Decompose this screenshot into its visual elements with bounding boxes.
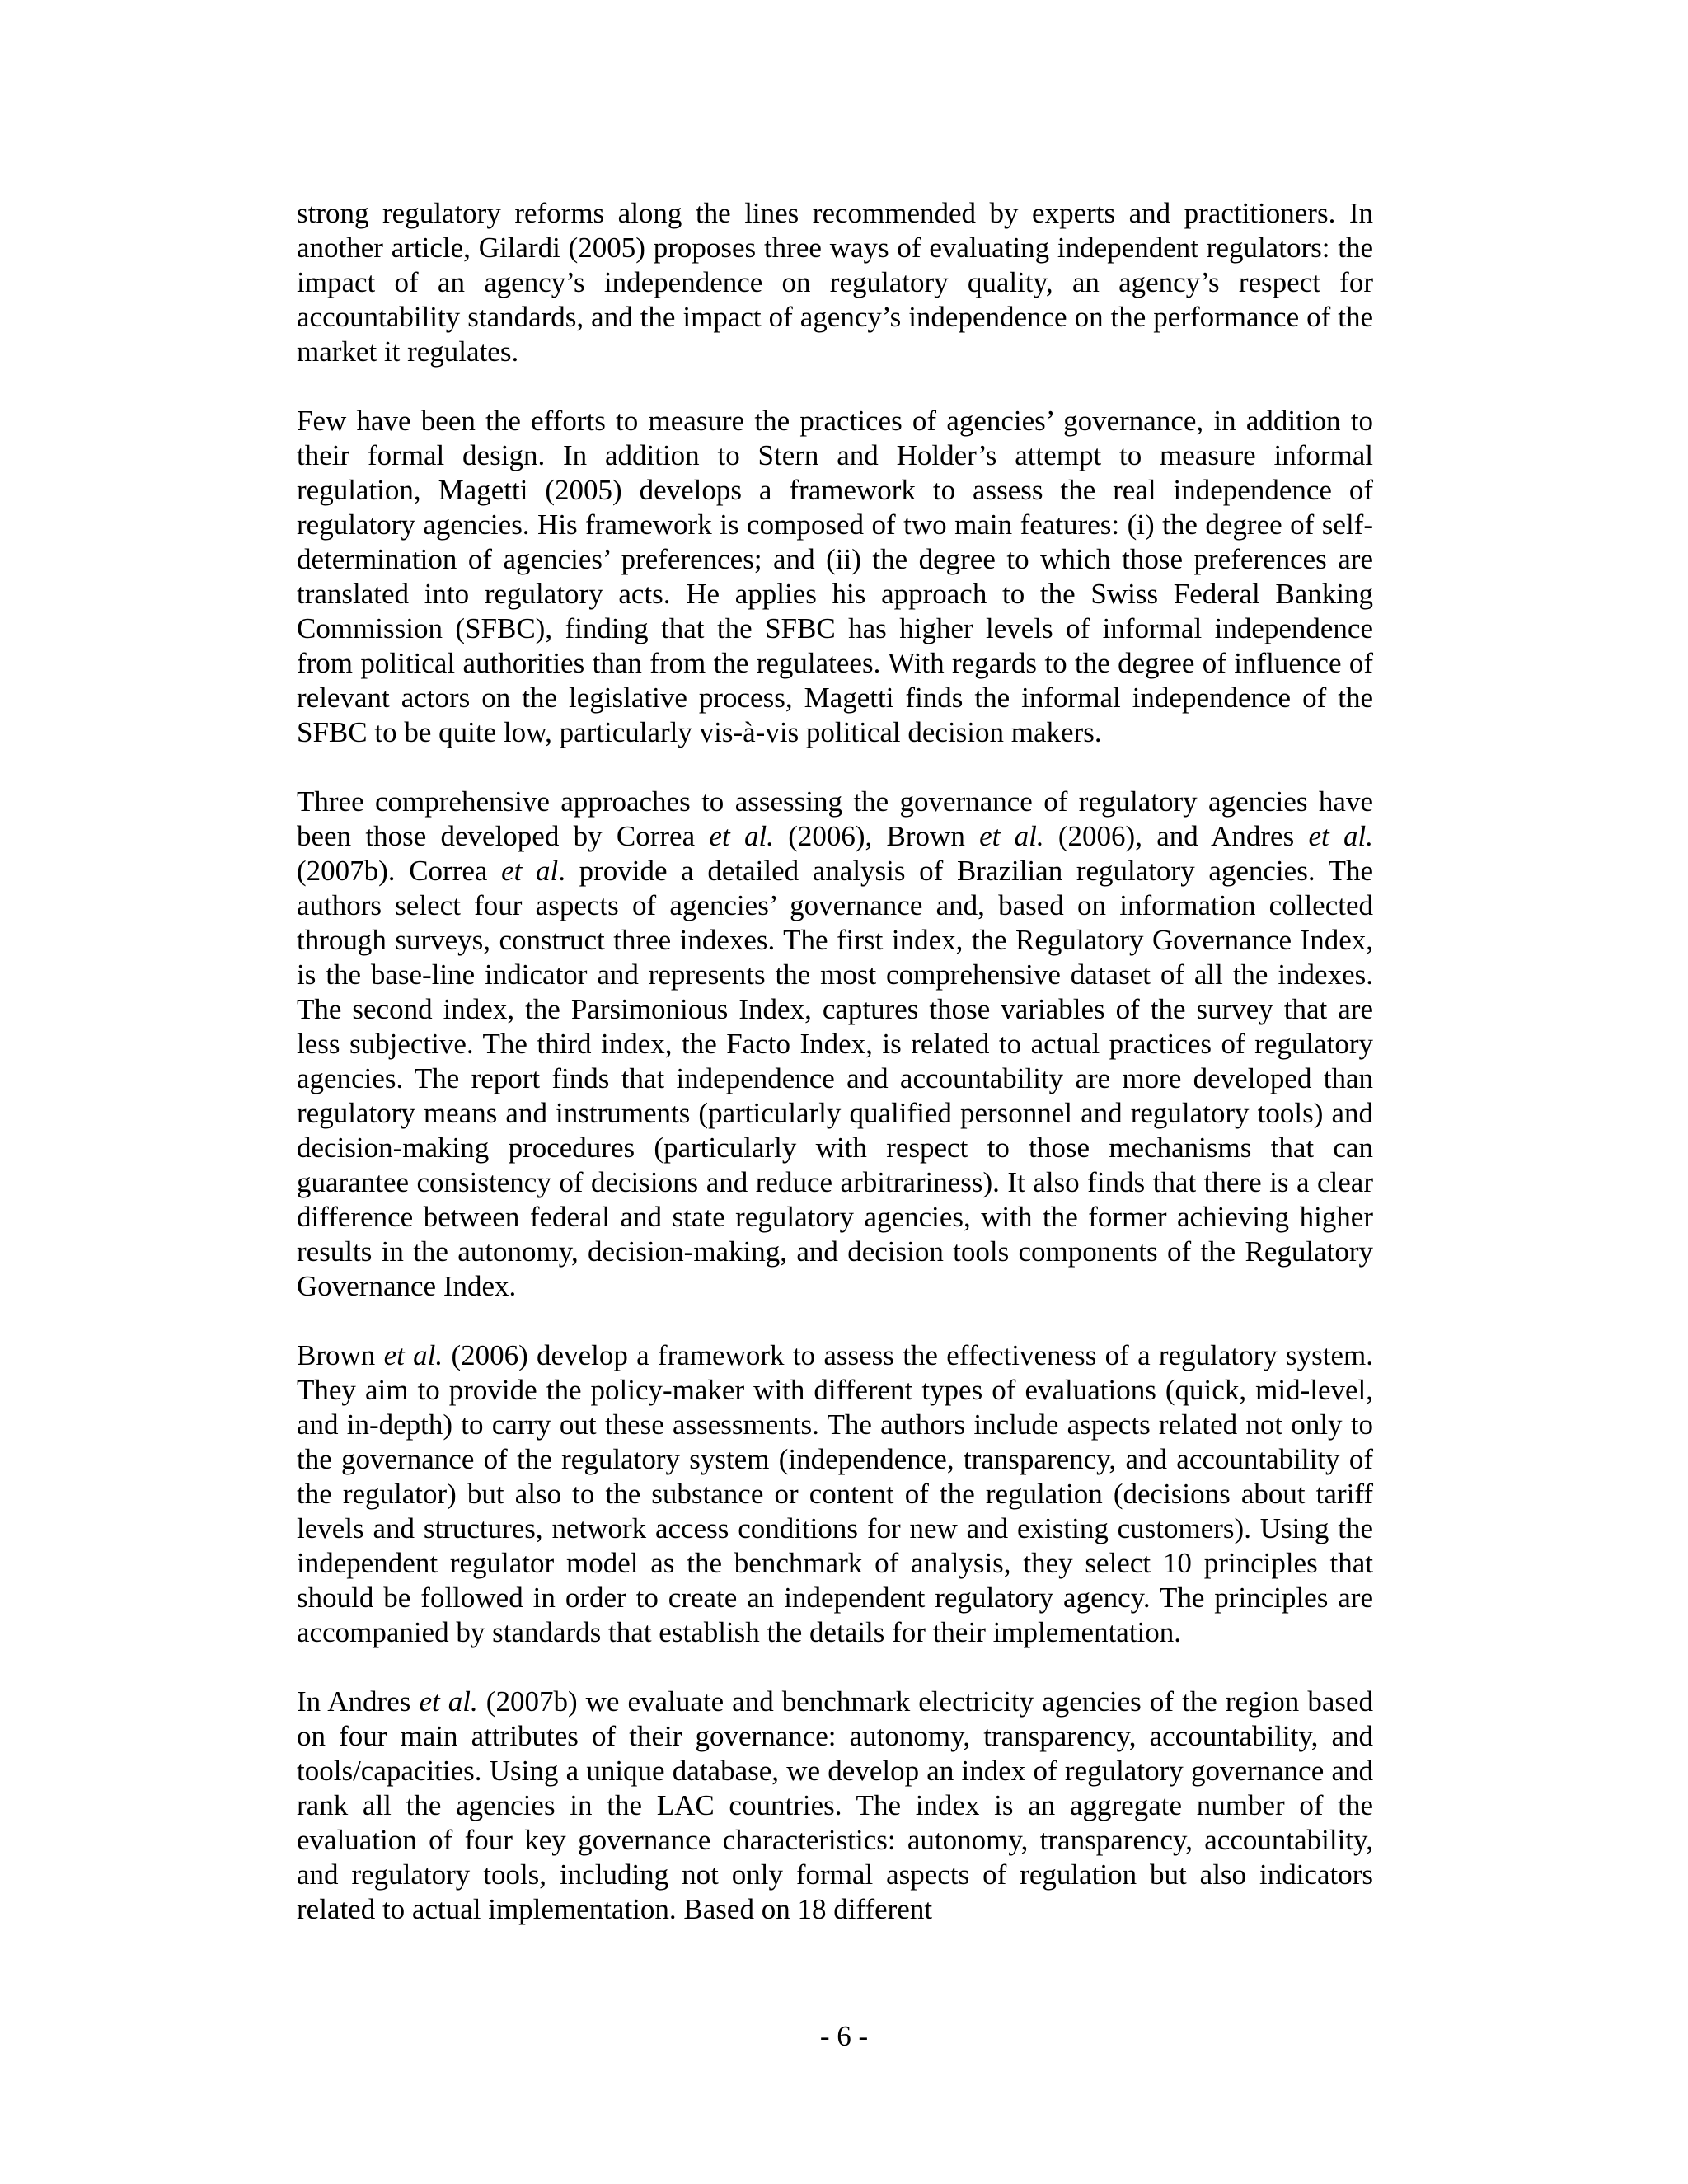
paragraph-4 bbox=[297, 1338, 1373, 1650]
italic-text: et al bbox=[501, 855, 559, 887]
text-run: (2007b). Correa bbox=[297, 855, 502, 887]
text-run: . provide a detailed analysis of Brazilian regulatory agencies. The authors select four aspects of agencies’ governance and, based on information collected through surveys, construct three indexes. The first index, the Regulatory Governance Index, is the base-line indicator and represents the most comprehensive dataset of all the indexes. The second index, the Parsimonious Index, captures those variables of the survey that are less subjective. The third index, the Facto Index, is related to actual practices of regulatory agencies. The report finds that independence and accountability are more developed than regulatory means and instruments (particularly qualified personnel and regulatory tools) and decision-making procedures (particularly with respect to those mechanisms that can guarantee consistency of decisions and reduce arbitrariness). It also finds that there is a clear difference between federal and state regulatory agencies, with the former achieving higher results in the autonomy, decision-making, and decision tools components of the Regulatory Governance Index. bbox=[297, 855, 1373, 1302]
paragraph-2 bbox=[297, 404, 1373, 750]
italic-text: et al. bbox=[419, 1685, 478, 1718]
text-run: Brown bbox=[297, 1339, 384, 1371]
text-run: (2007b) we evaluate and benchmark electricity agencies of the region based on four main attributes of their governance: autonomy, transparency, accountability, and tools/capacities. Using a unique database, we develop an index of regulatory governance and rank all the agencies in the LAC countries. The index is an aggregate number of the evaluation of four key governance characteristics: autonomy, transparency, accountability, and regulatory tools, including not only formal aspects of regulation but also indicators related to actual implementation. Based on 18 different bbox=[297, 1685, 1374, 1925]
text-run: (2006), Brown bbox=[773, 820, 980, 852]
paragraph-3 bbox=[297, 785, 1373, 1304]
italic-text: et al. bbox=[383, 1339, 443, 1371]
paragraph-1 bbox=[297, 196, 1373, 369]
text-run: In Andres bbox=[297, 1685, 420, 1718]
paragraph-5 bbox=[297, 1685, 1373, 1927]
italic-text: et al. bbox=[979, 820, 1044, 852]
italic-text: et al. bbox=[1308, 820, 1373, 852]
text-run: Few have been the efforts to measure the practices of agencies’ governance, in addition to their formal design. In addition to Stern and Holder’s attempt to measure informal regulation, Magetti (2005) develops a framework to assess the real independence of regulatory agencies. His framework is composed of two main features: (i) the degree of self-determination of agencies’ preferences; and (ii) the degree to which those preferences are translated into regulatory acts. He applies his approach to the Swiss Federal Banking Commission (SFBC), finding that the SFBC has higher levels of informal independence from political authorities than from the regulatees. With regards to the degree of influence of relevant actors on the legislative process, Magetti finds the informal independence of the SFBC to be quite low, particularly vis-à-vis political decision makers. bbox=[297, 405, 1373, 748]
document-body bbox=[297, 196, 1373, 1927]
page-number: - 6 - bbox=[819, 2020, 869, 2052]
text-run: Three comprehensive approaches to assessing the governance of regulatory agencies have been those developed by Correa bbox=[297, 785, 1373, 852]
text-run: (2006), and Andres bbox=[1043, 820, 1309, 852]
text-run: strong regulatory reforms along the lines recommended by experts and practitioners. In another article, Gilardi (2005) proposes three ways of evaluating independent regulators: the impact of an agency’s independence on regulatory quality, an agency’s respect for accountability standards, and the impact of agency’s independence on the performance of the market it regulates. bbox=[297, 197, 1373, 368]
italic-text: et al. bbox=[709, 820, 774, 852]
text-run: (2006) develop a framework to assess the effectiveness of a regulatory system. They aim to provide the policy-maker with different types of evaluations (quick, mid-level, and in-depth) to carry out these assessments. The authors include aspects related not only to the governance of the regulatory system (independence, transparency, and accountability of the regulator) but also to the substance or content of the regulation (decisions about tariff levels and structures, network access conditions for new and existing customers). Using the independent regulator model as the benchmark of analysis, they select 10 principles that should be followed in order to create an independent regulatory agency. The principles are accompanied by standards that establish the details for their implementation. bbox=[297, 1339, 1374, 1648]
